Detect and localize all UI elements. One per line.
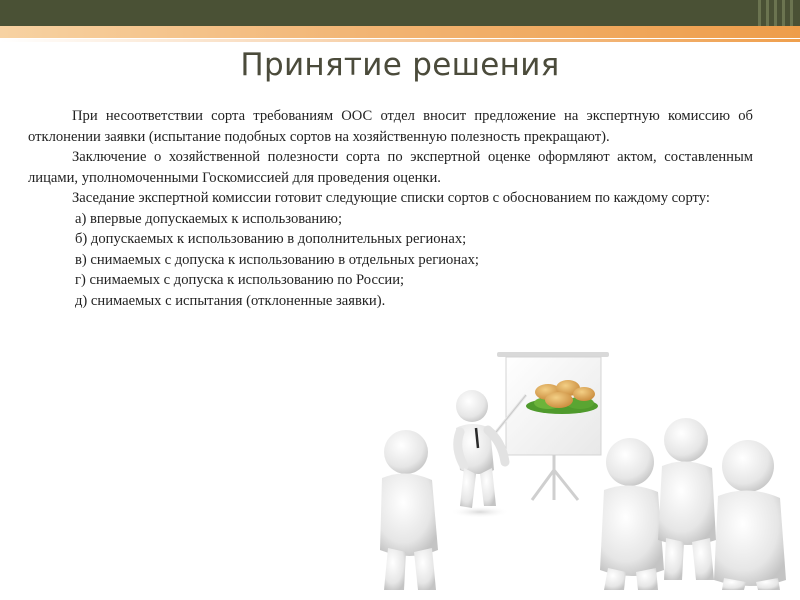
presentation-figures-illustration [360, 340, 800, 590]
paragraph-3: Заседание экспертной комиссии готовит следующие списки сортов с обоснованием по каждому сорту: [72, 190, 710, 206]
accent-bar [0, 26, 800, 38]
audience-figure [658, 418, 716, 580]
audience-figure [714, 440, 786, 590]
list-item: г) снимаемых с допуска к использованию по России; [75, 272, 405, 288]
slide-title: Принятие решения [240, 47, 560, 83]
list-item: д) снимаемых с испытания (отклоненные заявки). [75, 292, 386, 309]
audience-figure [600, 438, 664, 590]
paragraph-1: При несоответствии сорта требованиям ООС отдел вносит предложение на экспертную комиссию об отклонении заявки (испытание подобных сортов на хозяйственную полезность прекращают). [28, 108, 753, 145]
header-stripe [766, 0, 769, 26]
presenter-figure [450, 390, 510, 518]
presentation-board-icon [497, 352, 609, 500]
header-stripe [758, 0, 761, 26]
header-stripe [782, 0, 785, 26]
audience-figure [380, 430, 438, 590]
accent-line [0, 39, 800, 42]
slide-body [28, 106, 753, 311]
paragraph-2: Заключение о хозяйственной полезности сорта по экспертной оценке оформляют актом, составленным лицами, уполномоченными Госкомиссией для проведения оценки. [28, 149, 753, 186]
header-bar [0, 0, 800, 26]
list-item: а) впервые допускаемых к использованию; [75, 210, 343, 227]
list-item: в) снимаемых с допуска к использованию в отдельных регионах; [75, 251, 479, 268]
list-item: б) допускаемых к использованию в дополнительных регионах; [75, 231, 467, 247]
header-stripe [774, 0, 777, 26]
header-stripe [790, 0, 793, 26]
